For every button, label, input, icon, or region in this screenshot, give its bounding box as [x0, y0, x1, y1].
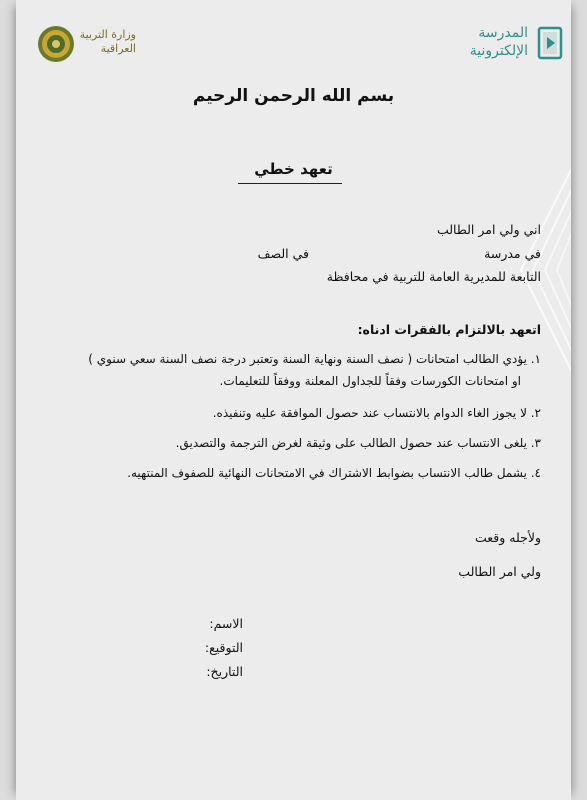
ministry-line1: وزارة التربية	[79, 28, 136, 41]
pledge-item-1-continued: او امتحانات الكورسات وفقاً للجداول المعلنة ووفقاً للتعليمات.	[219, 374, 521, 388]
ministry-line2: العراقية	[100, 42, 136, 55]
guardian-line: اني ولي امر الطالب	[436, 222, 541, 237]
school-logo-line1: المدرسة	[478, 25, 528, 41]
ministry-seal-icon	[36, 24, 76, 64]
class-line: في الصف	[257, 246, 309, 261]
school-line: في مدرسة	[484, 246, 541, 261]
date-field-label: التاريخ:	[206, 664, 243, 679]
book-play-icon	[536, 26, 564, 60]
name-field-label: الاسم:	[209, 616, 243, 631]
school-logo-line2: الإلكترونية	[469, 43, 528, 59]
school-logo-text	[470, 24, 528, 60]
ministry-logo-text	[78, 28, 136, 56]
pledge-item-4: ٤. يشمل طالب الانتساب بضوابط الاشتراك في الامتحانات النهائية للصفوف المنتهيه.	[127, 466, 541, 480]
title-underline	[238, 183, 342, 184]
signature-field-label: التوقيع:	[204, 640, 243, 655]
school-logo	[444, 22, 564, 68]
ministry-logo	[26, 24, 136, 68]
document-title: تعهد خطي	[254, 160, 333, 178]
signer-line: ولي امر الطالب	[458, 564, 541, 579]
pledge-heading: اتعهد بالالتزام بالفقرات ادناه:	[357, 322, 541, 337]
closing-line: ولأجله وقعت	[474, 530, 541, 545]
document-page	[16, 0, 571, 800]
directorate-line: التابعة للمديرية العامة للتربية في محافظة	[326, 269, 541, 284]
basmala-heading: بسم الله الرحمن الرحيم	[192, 86, 395, 106]
pledge-item-2: ٢. لا يجوز الغاء الدوام بالانتساب عند حصول الموافقة عليه وتنفيذه.	[212, 406, 541, 420]
pledge-item-3: ٣. يلغى الانتساب عند حصول الطالب على وثيقة لغرض الترجمة والتصديق.	[175, 436, 541, 450]
pledge-item-1: ١. يؤدي الطالب امتحانات ( نصف السنة ونهاية السنة وتعتبر درجة نصف السنة سعي سنوي )	[88, 352, 541, 366]
